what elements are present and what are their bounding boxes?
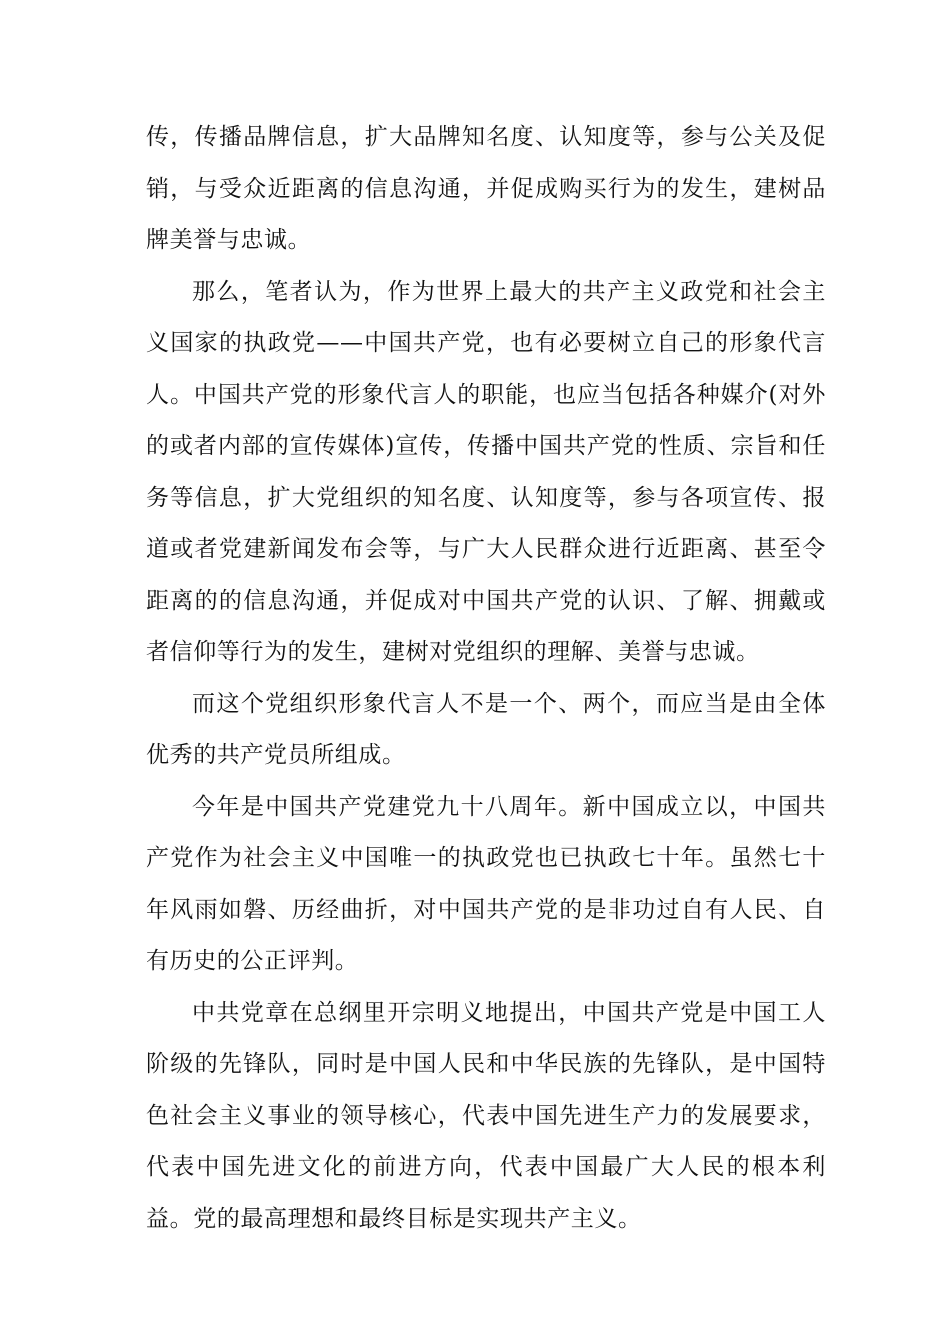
paragraph: 中共党章在总纲里开宗明义地提出，中国共产党是中国工人阶级的先锋队，同时是中国人民和中华民族的先锋队，是中国特色社会主义事业的领导核心，代表中国先进生产力的发展要求，代表中国先进文化的前进方向，代表中国最广大人民的根本利益。党的最高理想和最终目标是实现共产主义。 [146,999,826,1232]
paragraph: 那么，笔者认为，作为世界上最大的共产主义政党和社会主义国家的执政党——中国共产党，也有必要树立自己的形象代言人。中国共产党的形象代言人的职能，也应当包括各种媒介(对外的或者内部的宣传媒体)宣传，传播中国共产党的性质、宗旨和任务等信息，扩大党组织的知名度、认知度等，参与各项宣传、报道或者党建新闻发布会等，与广大人民群众进行近距离、甚至令距离的的信息沟通，并促成对中国共产党的认识、了解、拥戴或者信仰等行为的发生，建树对党组织的理解、美誉与忠诚。 [146,278,826,665]
paragraph: 而这个党组织形象代言人不是一个、两个，而应当是由全体优秀的共产党员所组成。 [146,690,826,768]
paragraph-continued: 传，传播品牌信息，扩大品牌知名度、认知度等，参与公关及促销，与受众近距离的信息沟通，并促成购买行为的发生，建树品牌美誉与忠诚。 [146,124,826,253]
paragraph: 今年是中国共产党建党九十八周年。新中国成立以，中国共产党作为社会主义中国唯一的执政党也已执政七十年。虽然七十年风雨如磐、历经曲折，对中国共产党的是非功过自有人民、自有历史的公正评判。 [146,793,826,974]
document-body [146,112,826,1245]
